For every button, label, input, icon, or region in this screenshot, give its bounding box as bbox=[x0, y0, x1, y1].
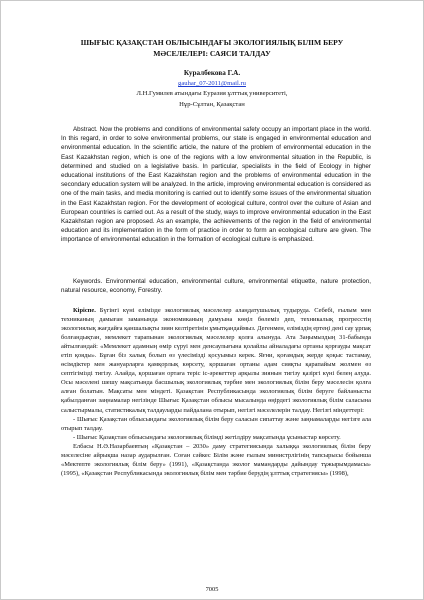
intro-text: Бүгінгі күні елімізде экологиялық мәселелер алаңдатушылық тудыруда. Себебі, ғылым мен техниканың дамыған заманында экономиканың дамуына көңіл бөлеміз деп, техникалық прогресстің экологиялық жағдайға қаншалықты зиян келтіретінін ұмытқандаймыз. Дегенмен, еліміздің ертеңі дені сау ұрпақ болғандықтан, мемлекет тарапынан экологиялық мәселелер қолға алынуда. Ата Заңымыздың 31-бабында айтылғандай: «Мемлекет адамның өмір сүруі мен денсаулығына қолайлы айналадағы ортаны қорғауды мақсат етіп қояды». Бұған біз халық болып өз үлесімізді қосуымыз керек. Яғни, қоғамдық жерде қоқыс тастамау, өсімдіктер мен жануарларға қамқорлық көрсету, қоршаған ортаны адам сияқты қарапайым жолмен өз септігімізді тигізу. Алайда, қоршаған ортаға теріс іс-әрекеттер арқылы зиянын тигізу қазіргі күні белең алуда. Осы мәселені шешу мақсатында басшылық экологиялық тәрбие мен экологиялық білім беру мәселесін қолға алған болатын. Мақсаты мен міндеті. Қазақстан Республикасында экологиялық білім беруге байланысты қабылданған заңнамалар негізінде Шығыс Қазақстан облысы мысалында өңірдегі экологиялық білім саласына салыстырмалы, статистикалық талдауларды пайдалана отырып, негізгі мәселелерін талдау. Негізгі міндеттері: bbox=[61, 307, 371, 414]
intro-paragraph bbox=[61, 306, 371, 415]
author-affiliation bbox=[41, 88, 383, 110]
author-name: Куралбекова Г.А. bbox=[183, 69, 241, 77]
strategy-paragraph: Елбасы Н.Ә.Назарбаевтың «Қазақстан – 2030» даму стратегиясында халыққа экологиялық білім беру мәселесіне айрықша назар аударылған. Соған сәйкес Білім және ғылым министрлігінің тапсырысы бойынша «Мектепте экологиялық білім беру» (1991), «Қазақстанда эколог мамандарды дайындау тұжырымдамасы» (1995), «Қазақстан Республикасында экологиялық білім мен тәрбие берудің ұлттық стратегиясы» (1998), bbox=[61, 442, 371, 477]
affiliation-city: Нұр-Сұлтан, Қазақстан bbox=[179, 101, 245, 108]
title-line-1: ШЫҒЫС ҚАЗАҚСТАН ОБЛЫСЫНДАҒЫ ЭКОЛОГИЯЛЫҚ БІЛІМ БЕРУ bbox=[80, 38, 344, 47]
intro-heading: Кіріспе. bbox=[73, 307, 96, 314]
paper-title bbox=[41, 37, 383, 59]
title-line-2: МӘСЕЛЕЛЕРІ: САЯСИ ТАЛДАУ bbox=[153, 49, 271, 58]
task-item-1: - Шығыс Қазақстан облысындағы экологиялық білім беру саласын сипаттау және заңнамаларды негізге ала отырып талдау. bbox=[61, 415, 371, 432]
task-item-2: - Шығыс Қазақстан облысындағы экологиялық білімді жетілдіру мақсатында ұсыныстар көрсету. bbox=[73, 433, 341, 441]
affiliation-university: Л.Н.Гумилев атындағы Еуразия ұлттық университеті, bbox=[136, 90, 288, 97]
body-text bbox=[61, 306, 371, 478]
keywords-paragraph: Keywords. Environmental education, environmental culture, environmental etiquette, nature protection, natural resource, economy, Forestry. bbox=[61, 278, 371, 295]
page-number: 7005 bbox=[205, 586, 219, 593]
abstract-paragraph: Abstract. Now the problems and conditions of environmental safety occupy an important place in the world. In this regard, in order to solve environmental problems, our state is engaged in environmental education and environmental education. In the scientific article, the nature of the problem of environmental education in the East Kazakhstan region, which is one of the regions with a low environmental situation in the Republic, is determined and studied on a legislative basis. In particular, specialists in the field of Ecology in higher educational institutions of the East Kazakhstan region and the problems of environmental education in the secondary education system will be analyzed. In the article, improving environmental education is considered as one of the main tasks, and media monitoring is carried out to identify some issues of the environmental situation in the East Kazakhstan region. For the development of ecological culture, control over the culture of Asian and European countries is carried out. As a result of the study, ways to improve environmental education in the East Kazakhstan region are proposed. As an example, the achievements of the region in the field of environmental education and its implementation in the form of practice in order to form an ecological culture are given. The importance of environmental education in the formation of ecological culture is emphasized. bbox=[61, 126, 371, 244]
author-email-link[interactable]: gauhar_07-2011@mail.ru bbox=[178, 80, 246, 87]
